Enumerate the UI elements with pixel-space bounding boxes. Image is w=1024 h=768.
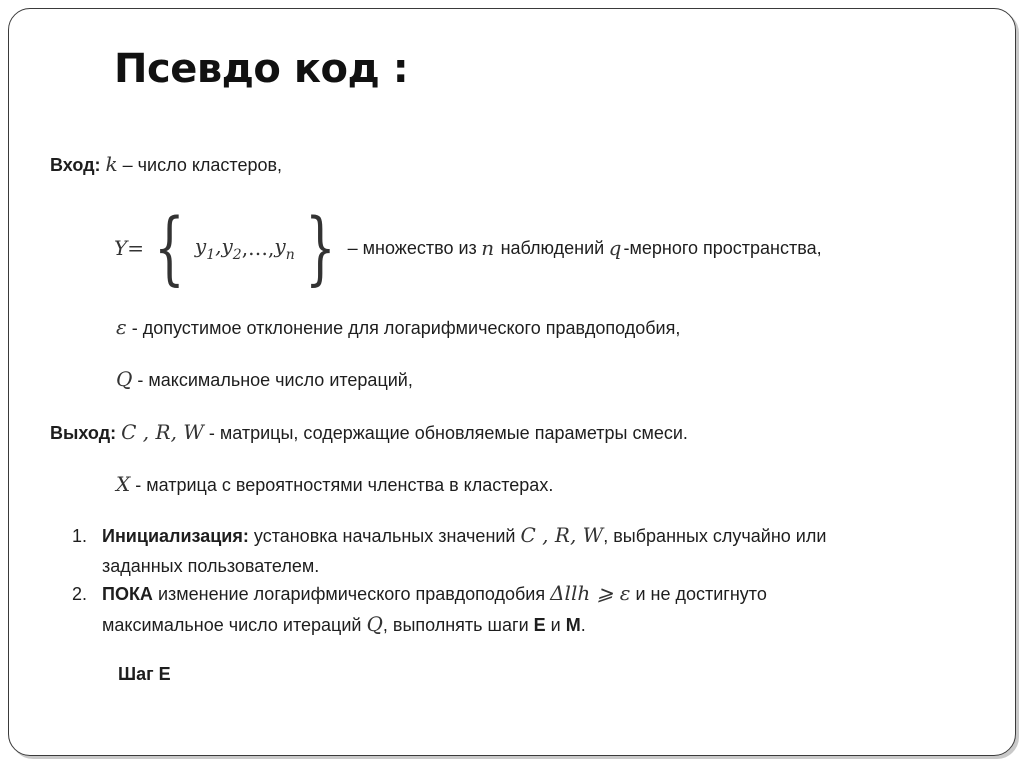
step-2-period: .: [580, 615, 586, 635]
set-desc-1: – множество из: [347, 237, 477, 258]
step-2-and: и: [550, 615, 561, 635]
step-1-text1: установка начальных значений: [253, 526, 516, 546]
step-2-text3: максимальное число итераций: [102, 615, 362, 635]
y-var: y: [194, 233, 207, 258]
step-2-math: Δllh ⩾ ε: [550, 581, 631, 605]
epsilon-line: [116, 315, 680, 339]
step-1-text2: , выбранных случайно или: [603, 526, 827, 546]
left-brace-icon: {: [154, 201, 185, 294]
crw-description: - матрицы, содержащие обновляемые параметры смеси.: [208, 423, 688, 443]
observation-set-line: [114, 200, 822, 296]
step-2-e: E: [533, 615, 546, 635]
crw-symbols: C , R, W: [121, 420, 204, 444]
set-element-1: $y_1$,: [194, 233, 222, 263]
sub-2: 2: [232, 246, 242, 263]
step-1: [72, 520, 826, 581]
step-1-text3: заданных пользователем.: [102, 556, 320, 576]
set-element-n: [274, 234, 294, 263]
step-2-text1: изменение логарифмического правдоподобия: [157, 584, 546, 604]
set-desc-3: -мерного пространства,: [623, 237, 822, 258]
output-line: [50, 420, 688, 444]
n-symbol: n: [481, 236, 495, 260]
step-1-math: C , R, W: [520, 523, 604, 547]
epsilon-symbol: ε: [116, 315, 127, 339]
set-dots: ,…,: [241, 236, 275, 260]
X-description: - матрица с вероятностями членства в кластерах.: [135, 475, 554, 495]
step-2-bold: ПОКА: [102, 584, 153, 604]
step-2-text2: и не достигнуто: [635, 584, 767, 604]
equals-sign: =: [127, 236, 144, 260]
Q-description: - максимальное число итераций,: [137, 370, 413, 390]
step-2-math2: Q: [366, 612, 383, 636]
input-label: Вход:: [50, 155, 101, 175]
step-1-line-1: [72, 520, 826, 551]
X-symbol: X: [116, 472, 131, 496]
step-2: [72, 578, 767, 640]
set-desc-2: наблюдений: [500, 237, 605, 258]
set-element-2: [221, 234, 241, 263]
sub-n: n: [285, 246, 295, 263]
step-2-m: M: [565, 615, 581, 635]
output-label: Выход:: [50, 423, 117, 443]
step-1-bold: Инициализация:: [102, 526, 249, 546]
epsilon-description: - допустимое отклонение для логарифмического правдоподобия,: [131, 318, 681, 338]
input-k-line: [50, 152, 282, 176]
max-iterations-line: [116, 367, 413, 391]
slide-title: Псевдо код :: [114, 46, 409, 92]
y-var: y: [274, 233, 286, 258]
step-2-line-2: [72, 609, 767, 640]
Q-symbol: Q: [116, 367, 133, 391]
step-1-number: 1.: [72, 526, 88, 546]
sub-1: 1: [206, 246, 216, 263]
q-symbol: q: [608, 236, 622, 260]
y-symbol: Y: [114, 236, 128, 260]
step-e-heading: Шаг Е: [118, 664, 171, 684]
x-line: [116, 472, 553, 496]
step-2-line-1: [72, 578, 767, 609]
step-2-text4: , выполнять шаги: [382, 615, 529, 635]
right-brace-icon: }: [304, 201, 336, 294]
y-var: y: [221, 233, 233, 258]
step-1-line-2: [72, 551, 826, 581]
step-2-number: 2.: [72, 584, 88, 604]
k-symbol: k: [105, 152, 118, 176]
k-description: – число кластеров,: [122, 155, 283, 175]
